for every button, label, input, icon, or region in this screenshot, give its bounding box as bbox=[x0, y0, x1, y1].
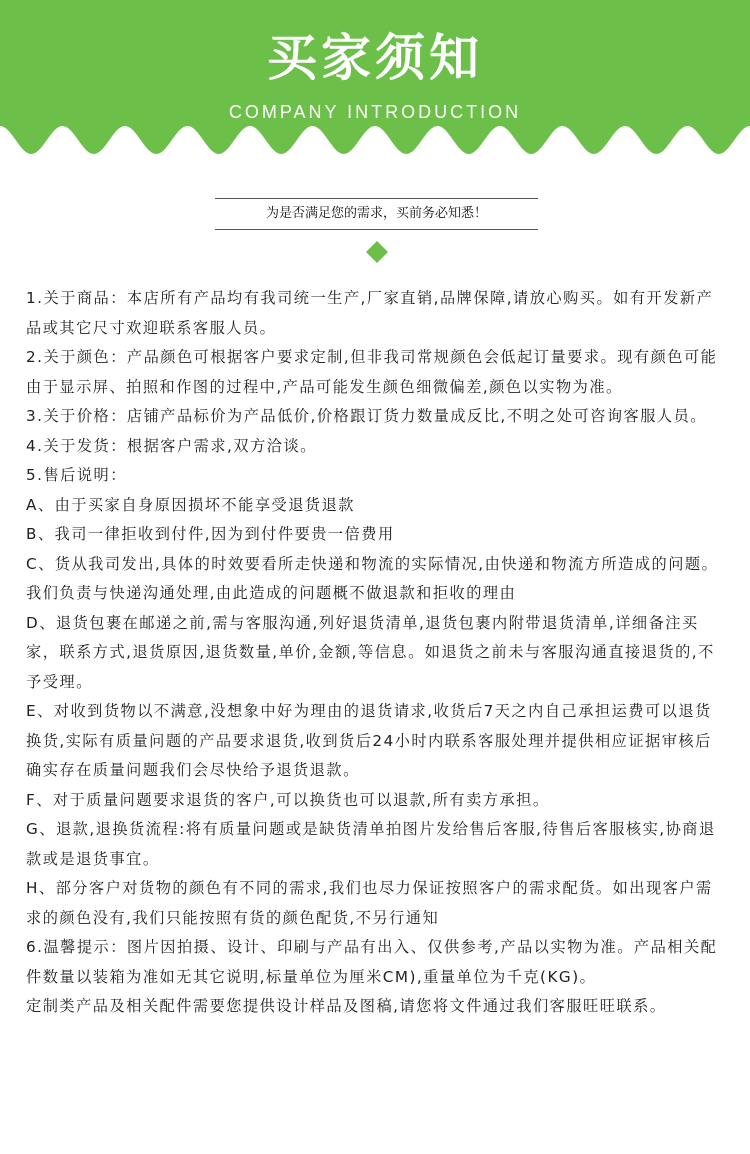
notice-paragraph: 3.关于价格：店铺产品标价为产品低价,价格跟订货力数量成反比,不明之处可咨询客服人员。 bbox=[26, 407, 707, 425]
tagline-text: 为是否满足您的需求，买前务必知悉！ bbox=[265, 206, 487, 221]
notice-paragraph: 4.关于发货：根据客户需求,双方洽谈。 bbox=[26, 436, 317, 455]
page-title: 买家须知 bbox=[267, 29, 483, 87]
notice-content bbox=[26, 284, 726, 1022]
notice-paragraph: H、部分客户对货物的颜色有不同的需求,我们也尽力保证按照客户的需求配货。如出现客户需求的颜色没有,我们只能按照有货的颜色配货,不另行通知 bbox=[26, 879, 713, 927]
notice-paragraph: 2.关于颜色：产品颜色可根据客户要求定制,但非我司常规颜色会低起订量要求。现有颜色可能由于显示屏、拍照和作图的过程中,产品可能发生颜色细微偏差,颜色以实物为准。 bbox=[26, 348, 718, 396]
diamond-icon bbox=[366, 241, 388, 263]
notice-paragraph: G、退款,退换货流程:将有质量问题或是缺货清单拍图片发给售后客服,待售后客服核实,协商退款或是退货事宜。 bbox=[26, 820, 716, 868]
page-subtitle: COMPANY INTRODUCTION bbox=[228, 102, 522, 122]
notice-paragraph: F、对于质量问题要求退货的客户,可以换货也可以退款,所有卖方承担。 bbox=[26, 790, 550, 809]
notice-paragraph: 定制类产品及相关配件需要您提供设计样品及图稿,请您将文件通过我们客服旺旺联系。 bbox=[26, 997, 667, 1015]
notice-paragraph: E、对收到货物以不满意,没想象中好为理由的退货请求,收货后7天之内自己承担运费可以退货换货,实际有质量问题的产品要求退货,收到货后24小时内联系客服处理并提供相应证据审核后确实存在质量问题我们会尽快给予退货退款。 bbox=[26, 702, 712, 779]
notice-paragraph: 1.关于商品：本店所有产品均有我司统一生产,厂家直销,品牌保障,请放心购买。如有开发新产品或其它尺寸欢迎联系客服人员。 bbox=[26, 289, 714, 337]
notice-paragraph: C、货从我司发出,具体的时效要看所走快递和物流的实际情况,由快递和物流方所造成的问题。我们负责与快递沟通处理,由此造成的问题概不做退款和拒收的理由 bbox=[26, 554, 719, 602]
header-banner bbox=[0, 0, 750, 162]
notice-paragraph: D、退货包裹在邮递之前,需与客服沟通,列好退货清单,退货包裹内附带退货清单,详细备注买家，联系方式,退货原因,退货数量,单价,金额,等信息。如退货之前未与客服沟通直接退货的,不予受理。 bbox=[26, 613, 715, 691]
notice-paragraph: B、我司一律拒收到付件,因为到付件要贵一倍费用 bbox=[26, 525, 395, 543]
notice-paragraph: A、由于买家自身原因损坏不能享受退货退款 bbox=[26, 495, 355, 514]
tagline-box bbox=[215, 198, 538, 230]
notice-paragraph: 5.售后说明： bbox=[26, 466, 127, 484]
notice-paragraph: 6.温馨提示：图片因拍摄、设计、印刷与产品有出入、仅供参考,产品以实物为准。产品相关配件数量以装箱为准如无其它说明,标量单位为厘米CM),重量单位为千克(KG)。 bbox=[26, 938, 718, 986]
